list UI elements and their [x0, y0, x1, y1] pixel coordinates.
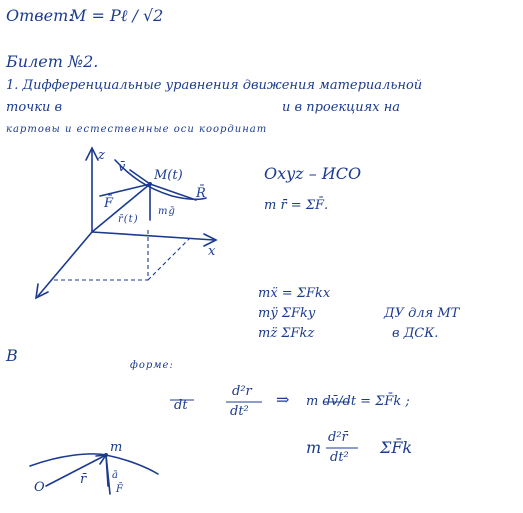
question1-line1: 1. Дифференциальные уравнения движения материальной [6, 78, 423, 93]
projection-eq-y: mÿ ΣFky [258, 306, 316, 321]
lower-eq-r-m: m [306, 438, 322, 457]
frame-note: Oxyz – ИСО [264, 164, 362, 183]
projection-note-b: в ДСК. [392, 326, 439, 341]
answer-formula: M = Pℓ / √2 [70, 6, 164, 25]
lower-eq-r-sum: ΣF̄k [380, 438, 413, 457]
lower-eq-r-num: d²r̄ [328, 430, 348, 445]
diagram2-vec-r: r̄ [80, 472, 87, 487]
radius-vector-2 [46, 456, 104, 486]
lower-letter: B [6, 346, 18, 365]
diagram1-vec-v: v̄ [118, 160, 126, 175]
lower-frac-num: d²r [232, 384, 252, 399]
diagram1-point-label: M(t) [154, 168, 183, 183]
ticket-title: Билет №2. [6, 52, 99, 71]
question1-line2-a: точки в [6, 100, 63, 115]
diagram2-point: m [110, 440, 123, 455]
lower-frac-den: dt² [230, 404, 249, 419]
diagram2-vec-a: ā [112, 470, 119, 481]
lower-arrow: ⇒ [276, 390, 290, 409]
question1-line2-b: и в проекциях на [282, 100, 401, 115]
diagram1-vec-r: r̄(t) [118, 214, 139, 225]
question1-line3: картовы и естественные оси координат [6, 124, 268, 135]
diagram2-vec-F: F̄ [116, 484, 124, 495]
point-m [104, 453, 108, 457]
answer-label: Ответ: [6, 6, 74, 25]
trajectory-2 [30, 454, 158, 474]
diagram1-axis-z: z [98, 148, 105, 163]
lower-formula-word: форме: [130, 360, 174, 371]
diagram1-vec-R: R̄ [196, 186, 206, 201]
diagram1-vec-mg: mḡ [158, 206, 176, 217]
lower-eq-v: m dv̄/dt = ΣF̄k ; [306, 394, 410, 409]
diagram2-origin: O [34, 480, 45, 495]
projection-eq-x: mẍ = ΣFkx [258, 286, 331, 301]
lower-eq-r-den: dt² [330, 450, 349, 465]
newton-law: m r̄̈ = ΣF̄. [264, 198, 329, 213]
projection-eq-z: mz̈ ΣFkz [258, 326, 315, 341]
lower-dt: dt [174, 398, 188, 413]
diagram1-vec-F: F̄ [104, 196, 114, 211]
projection-note-a: ДУ для МТ [384, 306, 460, 321]
diagram1-axis-x: x [208, 244, 216, 259]
